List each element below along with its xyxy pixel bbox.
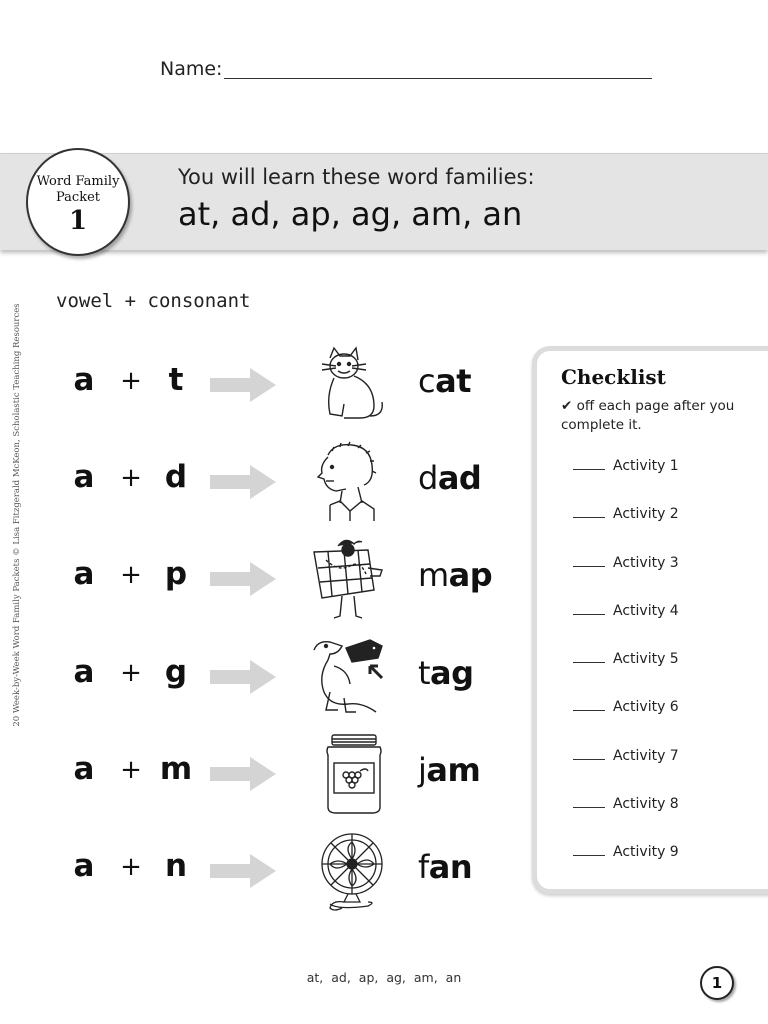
vowel: a — [73, 459, 95, 495]
word-rime: an — [428, 848, 473, 886]
arrow-icon — [210, 757, 278, 791]
checklist-item[interactable] — [573, 698, 679, 746]
map-icon — [308, 538, 390, 620]
word-onset: f — [418, 848, 429, 886]
vowel: a — [73, 362, 95, 398]
name-field — [160, 56, 652, 86]
row-ag — [0, 636, 520, 716]
arrow-icon — [210, 660, 278, 694]
vowel: a — [73, 556, 95, 592]
row-ad — [0, 441, 520, 521]
fan-icon — [308, 830, 390, 912]
checklist-item-label: Activity 8 — [613, 796, 679, 813]
jam-icon — [308, 733, 390, 815]
word-rime: ag — [430, 654, 474, 692]
checklist-item-label: Activity 7 — [613, 747, 679, 764]
dad-icon — [308, 441, 390, 523]
checklist-item-label: Activity 5 — [613, 651, 679, 668]
checklist-item[interactable] — [573, 554, 679, 602]
checklist-item-label: Activity 2 — [613, 506, 679, 523]
checklist-panel — [532, 346, 768, 894]
side-credit: 20 Week-by-Week Word Family Packets © Lisa Fitzgerald McKeon, Scholastic Teaching Resources — [12, 303, 22, 727]
plus-sign: + — [120, 852, 142, 882]
word-onset: t — [418, 654, 431, 692]
check-blank[interactable] — [573, 457, 605, 470]
footer-families: at, ad, ap, ag, am, an — [306, 970, 462, 985]
vowel: a — [73, 654, 95, 690]
consonant: d — [164, 459, 188, 495]
packet-badge — [26, 148, 130, 256]
consonant: p — [164, 556, 188, 592]
consonant: g — [164, 654, 188, 690]
word-rime: ap — [448, 556, 493, 594]
word — [418, 362, 471, 400]
word — [418, 848, 472, 886]
check-blank[interactable] — [573, 843, 605, 856]
word — [418, 459, 481, 497]
word-onset: c — [418, 362, 436, 400]
word-rime: ad — [437, 459, 482, 497]
badge-title-line1: Word Family — [36, 174, 120, 189]
word-rime: at — [435, 362, 471, 400]
arrow-icon — [210, 854, 278, 888]
page-number: 1 — [700, 966, 734, 1000]
checklist-item[interactable] — [573, 650, 679, 698]
plus-sign: + — [120, 366, 142, 396]
checklist-items — [573, 457, 679, 892]
check-blank[interactable] — [573, 650, 605, 663]
word-onset: m — [418, 556, 449, 594]
checklist-item[interactable] — [573, 505, 679, 553]
row-ap — [0, 538, 520, 618]
plus-sign: + — [120, 658, 142, 688]
tag-icon — [308, 636, 390, 718]
checklist-item[interactable] — [573, 795, 679, 843]
check-blank[interactable] — [573, 747, 605, 760]
checklist-item[interactable] — [573, 843, 679, 891]
checklist-item[interactable] — [573, 602, 679, 650]
checklist-item[interactable] — [573, 457, 679, 505]
checklist-item-label: Activity 3 — [613, 554, 679, 571]
vowel: a — [73, 751, 95, 787]
consonant: n — [164, 848, 188, 884]
consonant: m — [159, 751, 193, 787]
plus-sign: + — [120, 755, 142, 785]
check-blank[interactable] — [573, 698, 605, 711]
row-at — [0, 344, 520, 424]
consonant: t — [168, 362, 184, 398]
word-rime: am — [426, 751, 481, 789]
banner-intro: You will learn these word families: — [178, 165, 535, 189]
word — [418, 751, 480, 789]
word-onset: j — [418, 751, 427, 789]
checklist-note: ✔ off each page after you complete it. — [561, 398, 735, 433]
plus-sign: + — [120, 560, 142, 590]
cat-icon — [308, 344, 390, 426]
word — [418, 556, 492, 594]
banner-families: at, ad, ap, ag, am, an — [178, 195, 523, 233]
plus-sign: + — [120, 463, 142, 493]
checklist-item-label: Activity 6 — [613, 699, 679, 716]
word-onset: d — [418, 459, 438, 497]
arrow-icon — [210, 368, 278, 402]
word — [418, 654, 474, 692]
check-blank[interactable] — [573, 602, 605, 615]
name-label: Name: — [160, 58, 223, 80]
check-blank[interactable] — [573, 795, 605, 808]
name-line — [224, 78, 652, 79]
checklist-item[interactable] — [573, 747, 679, 795]
vowel: a — [73, 848, 95, 884]
checklist-item-label: Activity 9 — [613, 844, 679, 861]
arrow-icon — [210, 465, 278, 499]
arrow-icon — [210, 562, 278, 596]
checklist-title: Checklist — [561, 365, 666, 389]
badge-number: 1 — [68, 206, 88, 236]
checklist-item-label: Activity 4 — [613, 602, 679, 619]
check-blank[interactable] — [573, 554, 605, 567]
check-blank[interactable] — [573, 505, 605, 518]
badge-title-line2: Packet — [56, 190, 100, 205]
checklist-item-label: Activity 1 — [613, 458, 679, 474]
subheading: vowel + consonant — [56, 290, 251, 312]
row-an — [0, 830, 520, 910]
row-am — [0, 733, 520, 813]
